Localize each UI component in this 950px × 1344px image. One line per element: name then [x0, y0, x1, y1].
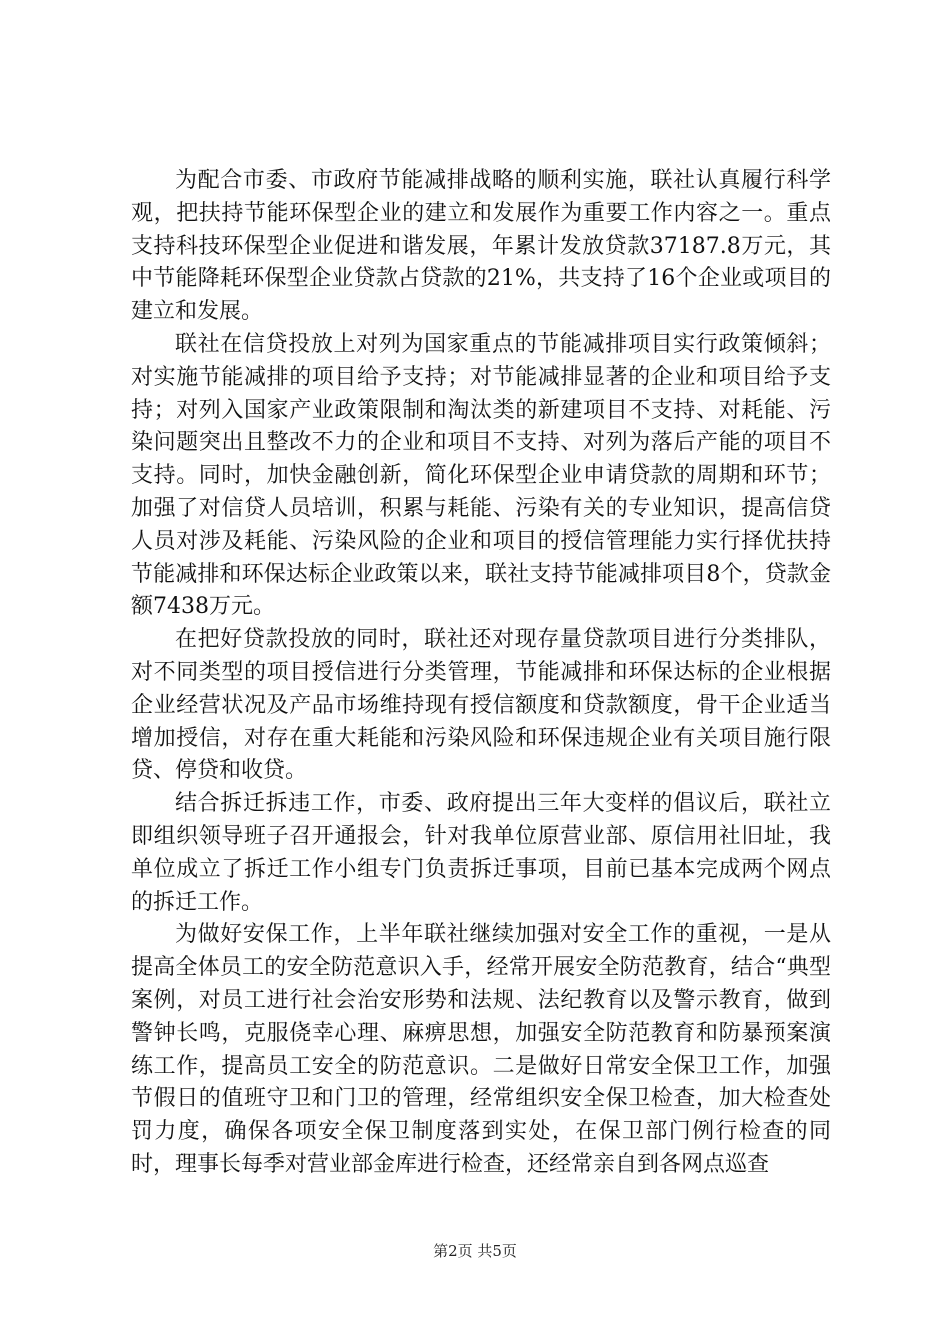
paragraph-security-work: 为做好安保工作，上半年联社继续加强对安全工作的重视，一是从提高全体员工的安全防范意识入手，经常开展安全防范教育，结合“典型案例，对员工进行社会治安形势和法规、法纪教育以及警示教育，做到警钟长鸣，克服侥幸心理、麻痹思想，加强安全防范教育和防暴预案演练工作，提高员工安全的防范意识。二是做好日常安全保卫工作，加强节假日的值班守卫和门卫的管理，经常组织安全保卫检查，加大检查处罚力度，确保各项安全保卫制度落到实处，在保卫部门例行检查的同时，理事长每季对营业部金库进行检查，还经常亲自到各网点巡查 [131, 922, 831, 1177]
paragraph-credit-policy: 联社在信贷投放上对列为国家重点的节能减排项目实行政策倾斜；对实施节能减排的项目给予支持；对节能减排显著的企业和项目给予支持；对列入国家产业政策限制和淘汰类的新建项目不支持、对耗能、污染问题突出且整改不力的企业和项目不支持、对列为落后产能的项目不支持。同时，加快金融创新，简化环保型企业申请贷款的周期和环节；加强了对信贷人员培训，积累与耗能、污染有关的专业知识，提高信贷人员对涉及耗能、污染风险的企业和项目的授信管理能力实行择优扶持节能减排和环保达标企业政策以来，联社支持节能减排项目8个，贷款金额7438万元。 [131, 331, 831, 620]
document-body [131, 165, 831, 1182]
paragraph-energy-saving-support: 为配合市委、市政府节能减排战略的顺利实施，联社认真履行科学观，把扶持节能环保型企业的建立和发展作为重要工作内容之一。重点支持科技环保型企业促进和谐发展，年累计发放贷款37187.8万元，其中节能降耗环保型企业贷款占贷款的21%，共支持了16个企业或项目的建立和发展。 [131, 168, 831, 325]
page-footer: 第2页 共5页 [433, 1242, 517, 1260]
paragraph-demolition-work: 结合拆迁拆违工作，市委、政府提出三年大变样的倡议后，联社立即组织领导班子召开通报会，针对我单位原营业部、原信用社旧址，我单位成立了拆迁工作小组专门负责拆迁事项，目前已基本完成两个网点的拆迁工作。 [131, 791, 831, 915]
paragraph-loan-classification: 在把好贷款投放的同时，联社还对现存量贷款项目进行分类排队，对不同类型的项目授信进行分类管理，节能减排和环保达标的企业根据企业经营状况及产品市场维持现有授信额度和贷款额度，骨干企业适当增加授信，对存在重大耗能和污染风险和环保违规企业有关项目施行限贷、停贷和收贷。 [131, 627, 831, 784]
